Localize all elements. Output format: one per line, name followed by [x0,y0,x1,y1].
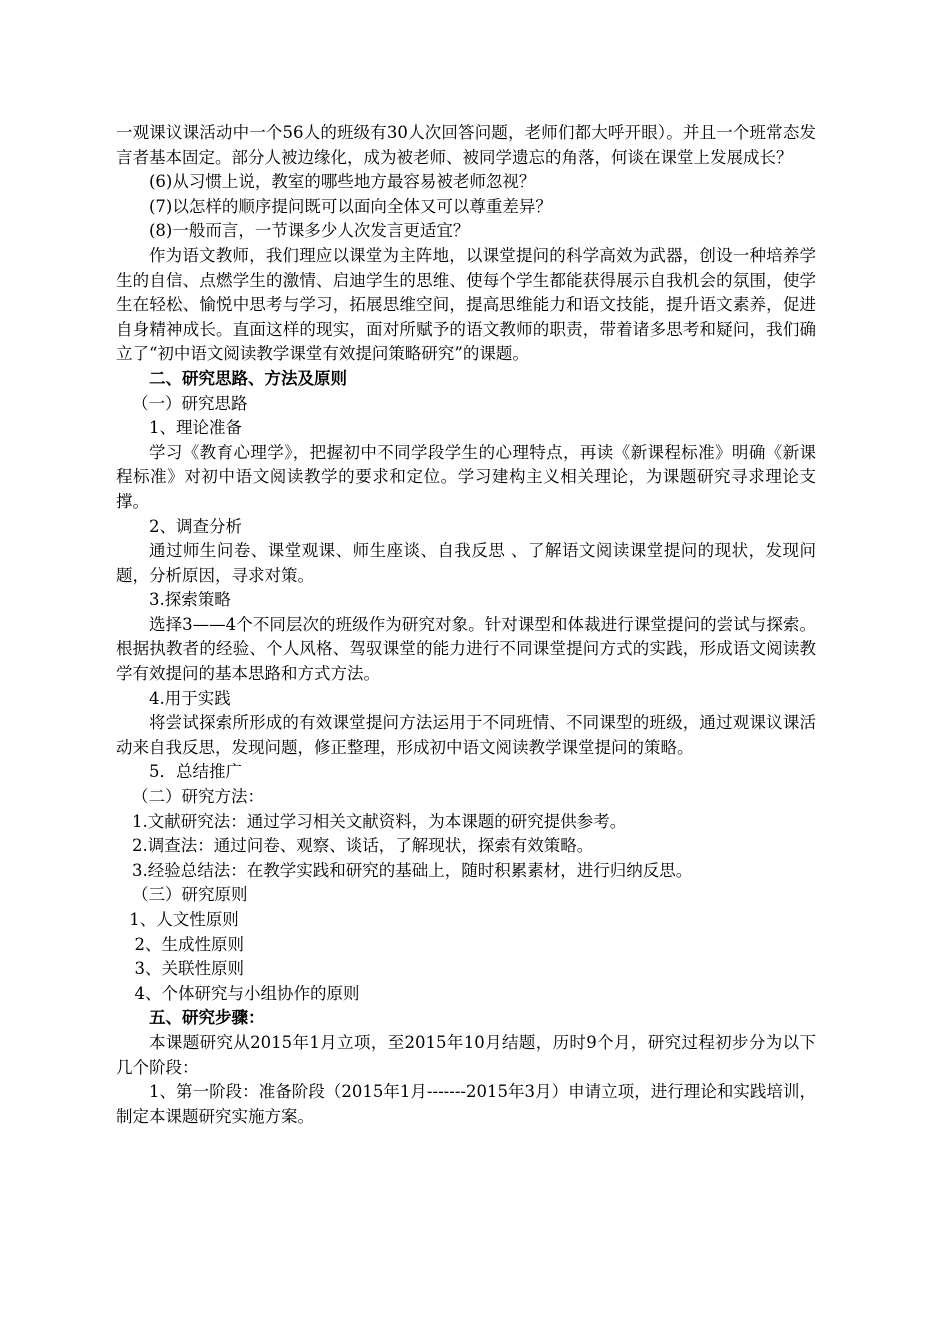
item-heading-theory-prep: 1、理论准备 [149,418,242,438]
section-heading-research-steps: 五、研究步骤： [149,1008,265,1028]
subheading-research-ideas: （一）研究思路 [132,393,248,413]
section-heading-research-approach: 二、研究思路、方法及原则 [149,368,347,388]
paragraph-theory-prep: 学习《教育心理学》，把握初中不同学段学生的心理特点，再读《新课程标准》明确《新课程标准》对初中语文阅读教学的要求和定位。学习建构主义相关理论，为课题研究寻求理论支撑。 [116,442,816,511]
paragraph-intro-continued: 一观课议课活动中一个56人的班级有30人次回答问题，老师们都大呼开眼）。并且一个班常态发言者基本固定。部分人被边缘化，成为被老师、被同学遗忘的角落，何谈在课堂上发展成长？ [116,123,816,167]
paragraph-phase-one: 1、第一阶段：准备阶段（2015年1月-------2015年3月）申请立项，进行理论和实践培训，制定本课题研究实施方案。 [116,1082,816,1126]
method-experience: 3.经验总结法：在教学实践和研究的基础上，随时积累素材，进行归纳反思。 [132,860,693,880]
paragraph-timeline: 本课题研究从2015年1月立项，至2015年10月结题，历时9个月，研究过程初步分为以下几个阶段： [116,1032,816,1077]
item-heading-survey: 2、调查分析 [149,516,242,536]
paragraph-topic-rationale: 作为语文教师，我们理应以课堂为主阵地，以课堂提问的科学高效为武器，创设一种培养学生的自信、点燃学生的激情、启迪学生的思维、使每个学生都能获得展示自我机会的氛围，使学生在轻松、愉悦中思考与学习，拓展思维空间，提高思维能力和语文技能，提升语文素养，促进自身精神成长。直面这样的现实，面对所赋予的语文教师的职责，带着诸多思考和疑问，我们确立了“初中语文阅读教学课堂有效提问策略研究”的课题。 [116,245,816,364]
question-item-6: (6)从习惯上说，教室的哪些地方最容易被老师忽视？ [149,172,536,192]
item-heading-explore: 3.探索策略 [149,590,231,610]
paragraph-explore: 选择3——4个不同层次的班级作为研究对象。针对课型和体裁进行课堂提问的尝试与探索。根据执教者的经验、个人风格、驾驭课堂的能力进行不同课堂提问方式的实践，形成语文阅读教学有效提问的基本思路和方式方法。 [116,614,816,684]
document-body [116,121,816,1129]
paragraph-survey: 通过师生问卷、课堂观课、师生座谈、自我反思 、了解语文阅读课堂提问的现状，发现问题，分析原因，寻求对策。 [116,541,816,585]
subheading-research-methods: （二）研究方法： [132,787,264,807]
question-item-8: (8)一般而言，一节课多少人次发言更适宜？ [149,221,470,241]
item-heading-practice: 4.用于实践 [149,688,231,708]
principle-collaboration: 4、个体研究与小组协作的原则 [124,983,360,1003]
method-literature: 1.文献研究法：通过学习相关文献资料，为本课题的研究提供参考。 [132,811,627,831]
question-item-7: (7)以怎样的顺序提问既可以面向全体又可以尊重差异？ [149,196,552,216]
method-survey: 2.调查法：通过问卷、观察、谈话，了解现状，探索有效策略。 [132,836,594,856]
principle-humanistic: 1、人文性原则 [124,910,239,929]
item-heading-summary: 5．总结推广 [149,762,242,782]
paragraph-practice: 将尝试探索所形成的有效课堂提问方法运用于不同班情、不同课型的班级，通过观课议课活动来自我反思，发现问题，修正整理，形成初中语文阅读教学课堂提问的策略。 [116,713,816,757]
principle-generative: 2、生成性原则 [124,934,244,954]
principle-relevance: 3、关联性原则 [124,959,244,979]
subheading-research-principles: （三）研究原则 [132,885,248,905]
